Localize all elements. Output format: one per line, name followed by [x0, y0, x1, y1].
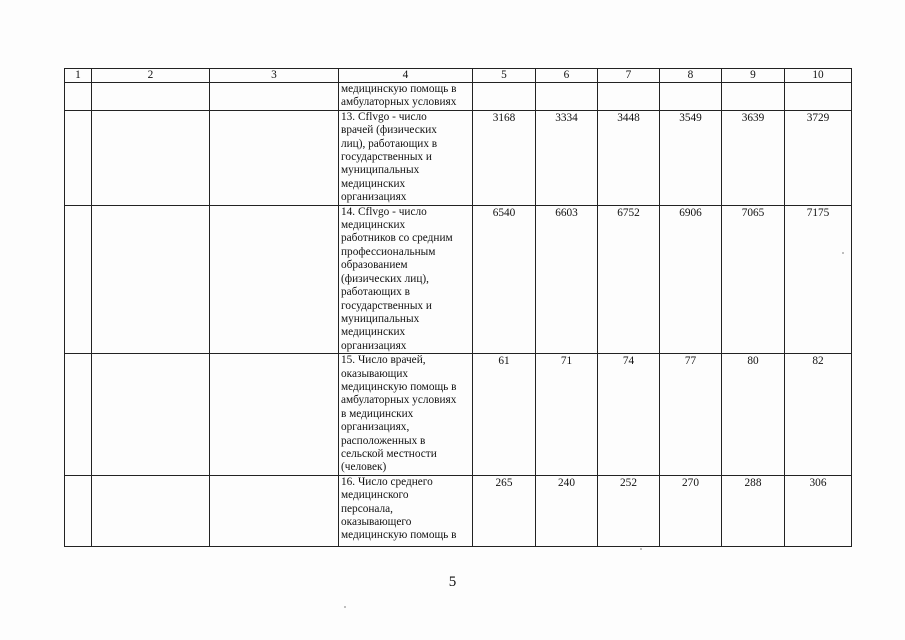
description-line: организациях, — [341, 421, 410, 434]
description-line: медицинских — [341, 326, 406, 339]
empty-cell-col-3 — [210, 205, 339, 353]
value-cell-col-10: 3729 — [785, 110, 852, 205]
table-row — [65, 110, 852, 205]
column-number-7: 7 — [598, 69, 660, 83]
value-cell-col-9 — [722, 83, 785, 111]
value-cell-col-7: 252 — [598, 475, 660, 546]
column-number-2: 2 — [92, 69, 210, 83]
table-row — [65, 354, 852, 476]
empty-cell-col-3 — [210, 475, 339, 546]
description-line: организациях — [341, 191, 407, 204]
description-line: 16. Число среднего — [341, 475, 433, 488]
value-cell-col-5: 265 — [473, 475, 536, 546]
description-line: амбулаторных условиях — [341, 394, 457, 407]
value-cell-col-9: 7065 — [722, 205, 785, 353]
value-cell-col-6: 240 — [536, 475, 598, 546]
value-cell-col-5: 6540 — [473, 205, 536, 353]
description-line: медицинских — [341, 219, 406, 232]
description-line: 13. Cflvgo - число — [341, 110, 427, 123]
description-line: медицинскую помощь в — [341, 83, 457, 95]
table-row — [65, 83, 852, 111]
description-line: медицинскую помощь в — [341, 380, 457, 393]
description-line: муниципальных — [341, 164, 420, 177]
empty-cell-col-1 — [65, 205, 92, 353]
description-line: лиц), работающих в — [341, 137, 438, 150]
value-cell-col-9: 80 — [722, 354, 785, 476]
value-cell-col-8: 3549 — [660, 110, 722, 205]
indicator-table — [64, 68, 852, 547]
value-cell-col-10: 306 — [785, 475, 852, 546]
description-line: медицинского — [341, 489, 409, 502]
description-line: оказывающих — [341, 367, 409, 380]
column-number-row — [65, 69, 852, 83]
value-cell-col-9: 288 — [722, 475, 785, 546]
value-cell-col-7 — [598, 83, 660, 111]
description-line: муниципальных — [341, 312, 420, 325]
value-cell-col-6: 71 — [536, 354, 598, 476]
description-line: медицинскую помощь в — [341, 529, 457, 542]
description-line: работающих в — [341, 286, 410, 299]
description-line: (физических лиц), — [341, 272, 429, 285]
empty-cell-col-1 — [65, 354, 92, 476]
table-row — [65, 205, 852, 353]
column-number-5: 5 — [473, 69, 536, 83]
scan-speck — [640, 548, 642, 550]
empty-cell-col-2 — [92, 83, 210, 111]
indicator-description — [339, 110, 473, 205]
column-number-4: 4 — [339, 69, 473, 83]
description-line: организациях — [341, 339, 407, 352]
scan-speck — [842, 252, 844, 254]
description-line: врачей (физических — [341, 124, 437, 137]
value-cell-col-10: 7175 — [785, 205, 852, 353]
table-body — [65, 83, 852, 547]
empty-cell-col-3 — [210, 110, 339, 205]
indicator-description — [339, 475, 473, 546]
value-cell-col-10 — [785, 83, 852, 111]
indicator-description — [339, 205, 473, 353]
value-cell-col-9: 3639 — [722, 110, 785, 205]
empty-cell-col-2 — [92, 354, 210, 476]
empty-cell-col-2 — [92, 205, 210, 353]
indicator-description — [339, 83, 473, 111]
empty-cell-col-1 — [65, 110, 92, 205]
value-cell-col-7: 6752 — [598, 205, 660, 353]
empty-cell-col-2 — [92, 475, 210, 546]
value-cell-col-8: 6906 — [660, 205, 722, 353]
value-cell-col-6 — [536, 83, 598, 111]
value-cell-col-5 — [473, 83, 536, 111]
value-cell-col-7: 3448 — [598, 110, 660, 205]
description-line: амбулаторных условиях — [341, 96, 457, 109]
description-line: государственных и — [341, 151, 432, 164]
value-cell-col-5: 3168 — [473, 110, 536, 205]
description-line: в медицинских — [341, 407, 414, 420]
value-cell-col-8: 77 — [660, 354, 722, 476]
description-line: работников со средним — [341, 232, 453, 245]
description-line: профессиональным — [341, 245, 436, 258]
description-line: оказывающего — [341, 516, 412, 528]
value-cell-col-8 — [660, 83, 722, 111]
description-line: 14. Cflvgo - число — [341, 205, 427, 218]
indicator-description — [339, 354, 473, 476]
page-number: 5 — [448, 574, 457, 590]
scan-speck — [344, 606, 346, 608]
column-number-1: 1 — [65, 69, 92, 83]
value-cell-col-8: 270 — [660, 475, 722, 546]
description-line: государственных и — [341, 299, 432, 312]
column-number-3: 3 — [210, 69, 339, 83]
empty-cell-col-2 — [92, 110, 210, 205]
value-cell-col-6: 6603 — [536, 205, 598, 353]
description-line: медицинских — [341, 177, 406, 190]
empty-cell-col-3 — [210, 83, 339, 111]
column-number-9: 9 — [722, 69, 785, 83]
column-number-8: 8 — [660, 69, 722, 83]
column-number-10: 10 — [785, 69, 852, 83]
description-line: персонала, — [341, 502, 394, 515]
value-cell-col-6: 3334 — [536, 110, 598, 205]
description-line: 15. Число врачей, — [341, 354, 426, 367]
description-line: расположенных в — [341, 434, 426, 447]
empty-cell-col-3 — [210, 354, 339, 476]
empty-cell-col-1 — [65, 83, 92, 111]
description-line: сельской местности — [341, 447, 437, 460]
value-cell-col-5: 61 — [473, 354, 536, 476]
table-row — [65, 475, 852, 546]
empty-cell-col-1 — [65, 475, 92, 546]
value-cell-col-7: 74 — [598, 354, 660, 476]
value-cell-col-10: 82 — [785, 354, 852, 476]
description-line: (человек) — [341, 461, 387, 474]
column-number-6: 6 — [536, 69, 598, 83]
description-line: образованием — [341, 259, 408, 272]
